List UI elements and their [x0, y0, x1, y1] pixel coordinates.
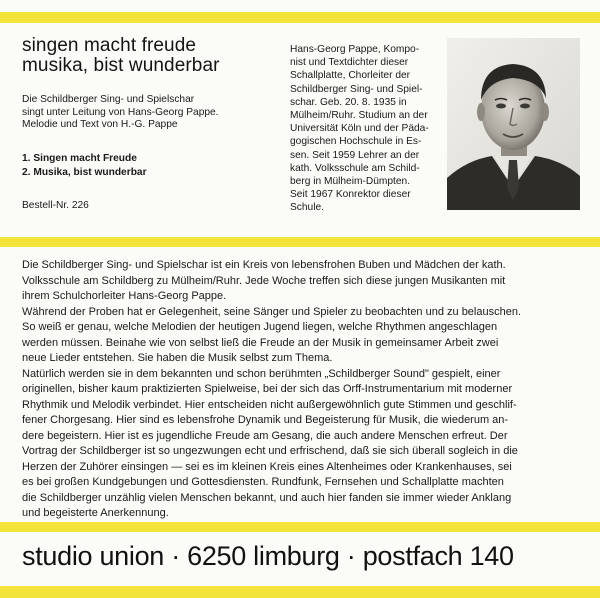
liner-line: Natürlich werden sie in dem bekannten und schon berühmten „Schildberger Sound" gespielt, einer — [22, 367, 501, 380]
liner-line: originellen, bisher kaum praktizierten Spielweise, bei der sich das Orff-Instrumentarium mit moderner — [22, 383, 513, 395]
bottom-yellow-band — [0, 586, 600, 598]
liner-line: Volksschule am Schildberg zu Mülheim/Ruhr. Jede Woche treffen sich diese jungen Musikanten mit — [22, 274, 506, 287]
track-item: 1. Singen macht Freude — [22, 153, 137, 164]
portrait-photo — [447, 38, 580, 210]
bio-line: Seit 1967 Konrektor dieser — [290, 189, 411, 201]
liner-line: Während der Proben hat er Gelegenheit, seine Sänger und Spieler zu beobachten und zu belauschen. — [22, 305, 522, 318]
publisher-address: studio union · 6250 limburg · postfach 140 — [22, 541, 514, 571]
bio-line: Schallplatte, Chorleiter der — [290, 70, 411, 82]
liner-line: die Schildberger unzählig vielen Menschen bekannt, und auch hier fanden sie immer wieder Anklang — [22, 491, 512, 504]
liner-line: und begeisterte Anerkennung. — [22, 507, 169, 519]
lower-yellow-band — [0, 522, 600, 532]
liner-line: ihrem Schulchorleiter Hans-Georg Pappe. — [22, 290, 227, 302]
record-title — [22, 36, 272, 76]
bio-line: nist und Textdichter dieser — [290, 57, 409, 69]
bio-line: sen. Seit 1959 Lehrer an der — [290, 149, 420, 161]
bio-line: Schildberger Sing- und Spiel- — [290, 83, 423, 95]
intro-line: Die Schildberger Sing- und Spielschar — [22, 94, 195, 105]
portrait-icon — [447, 38, 580, 210]
bio-line: schar. Geb. 20. 8. 1935 in — [290, 96, 407, 108]
bio-line: Mülheim/Ruhr. Studium an der — [290, 110, 428, 122]
bio-line: gogischen Hochschule in Es- — [290, 136, 422, 148]
title-line-1: singen macht freude — [22, 35, 197, 56]
middle-yellow-band — [0, 237, 600, 247]
track-list — [22, 152, 147, 180]
intro-line: singt unter Leitung von Hans-Georg Pappe. — [22, 106, 219, 118]
liner-line: So weiß er genau, welche Melodien der heutigen Jugend liegen, welche Rhythmen angeschlagen — [22, 321, 498, 333]
composer-bio — [290, 43, 434, 215]
liner-line: Die Schildberger Sing- und Spielschar ist ein Kreis von lebensfrohen Buben und Mädchen der kath. — [22, 259, 506, 271]
liner-line: werden müssen. Beinahe wie von selbst ließ die Freude an der Musik in gemeinsamer Arbeit zwei — [22, 336, 499, 349]
liner-notes — [22, 258, 578, 522]
liner-line: Herzen der Zuhörer einsingen — sei es im kleinen Kreis eines Altenheimes oder Krankenhauses, sei — [22, 460, 512, 473]
title-line-2: musika, bist wunderbar — [22, 55, 220, 76]
liner-line: Rhythmik und Melodik verbindet. Hier entscheiden nicht außergewöhnlich gute Stimmen und geschlif- — [22, 398, 517, 411]
liner-line: Vortrag der Schildberger ist so ungezwungen echt und erfrischend, daß sie sich überall sogleich in die — [22, 445, 518, 457]
liner-line: es bei großen Kundgebungen und Gottesdiensten. Rundfunk, Fernsehen und Schallplatte machten — [22, 476, 504, 488]
bio-line: Schule. — [290, 202, 324, 214]
liner-line: fener Chorgesang. Hier sind es lebensfrohe Dynamik und Begeisterung für Musik, die wiederum an- — [22, 414, 509, 426]
liner-line: neue Lieder entstehen. Sie haben die Musik selbst zum Thema. — [22, 352, 333, 364]
bio-line: Universität Köln und der Päda- — [290, 123, 429, 135]
order-number: Bestell-Nr. 226 — [22, 200, 89, 211]
bio-line: Hans-Georg Pappe, Kompo- — [290, 44, 420, 55]
intro-text — [22, 94, 272, 132]
top-yellow-band — [0, 12, 600, 23]
track-item: 2. Musika, bist wunderbar — [22, 167, 147, 178]
intro-line: Melodie und Text von H.-G. Pappe — [22, 119, 178, 130]
bio-line: berg in Mülheim-Dümpten. — [290, 176, 411, 188]
bio-line: kath. Volksschule am Schild- — [290, 162, 420, 174]
liner-line: dere begeistern. Hier ist es jugendliche Freude am Gesang, die auch andere Menschen erfreut. Der — [22, 429, 508, 442]
